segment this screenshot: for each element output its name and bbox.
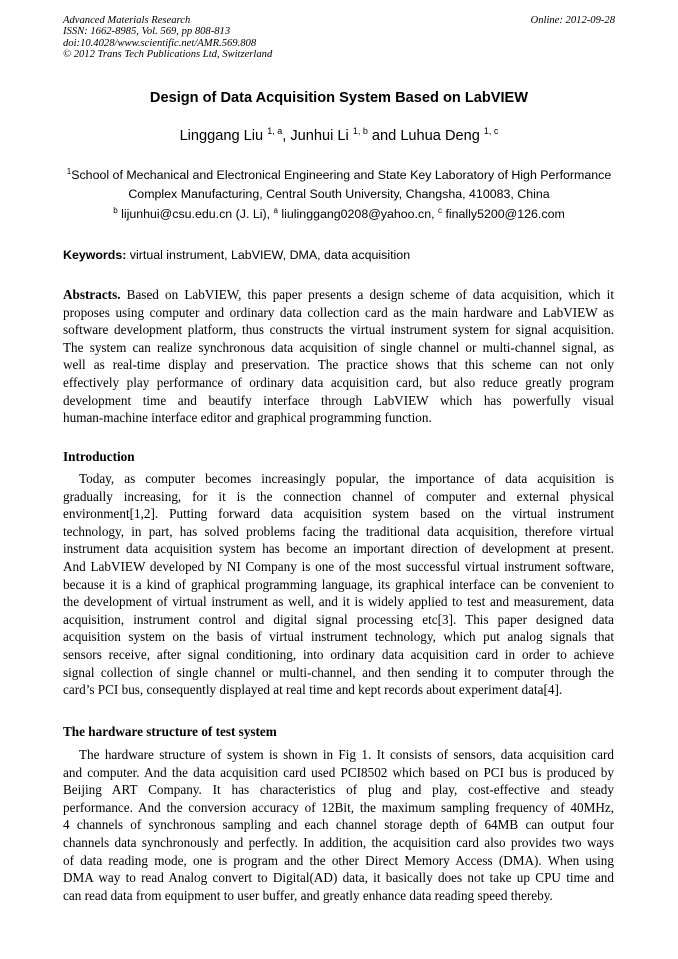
author-affiliation-marker: 1, b: [352, 126, 368, 136]
abstract: [63, 286, 614, 427]
author-name: Luhua Deng: [400, 128, 480, 144]
journal-header: [63, 15, 615, 61]
introduction-body: [63, 470, 614, 699]
affiliation-marker: 1: [66, 167, 72, 176]
author-list: [0, 128, 678, 144]
text-line: gradually increasing, for it is the connection channel of computer and external physical: [63, 488, 614, 504]
abstract-label: Abstracts.: [63, 287, 121, 302]
text-line: Today, as computer becomes increasingly popular, the importance of data acquisition is: [79, 471, 614, 486]
author-name: Linggang Liu: [179, 128, 264, 144]
text-line: The hardware structure of system is shown in Fig 1. It consists of sensors, data acquisition card: [79, 747, 614, 762]
author-name: Junhui Li: [290, 128, 349, 144]
text-line: channels data synchronously and perfectly. In addition, the acquisition card also provides two ways: [63, 834, 614, 850]
affiliation-line: Complex Manufacturing, Central South University, Changsha, 410083, China: [128, 186, 550, 201]
text-line: effectively play performance of ordinary data acquisition card, but also reduce greatly program: [63, 374, 614, 390]
text-line: Abstracts. Based on LabVIEW, this paper presents a design scheme of data acquisition, which it: [63, 287, 614, 302]
email-marker: c: [437, 206, 442, 215]
online-date: Online: 2012-09-28: [530, 15, 615, 26]
affiliation-line: School of Mechanical and Electronical Engineering and State Key Laboratory of High Performance: [71, 168, 612, 182]
text-line: well as real-time display and preservation. The practice shows that this scheme can not only: [63, 357, 614, 373]
email-text: liulinggang0208@yahoo.cn,: [281, 207, 438, 221]
keywords: [63, 248, 410, 262]
email-marker: b: [113, 206, 118, 215]
issn: ISSN: 1662-8985, Vol. 569, pp 808-813: [63, 26, 231, 38]
text-line: acquisition, instrument control and digital signal processing etc[3]. This paper designed data: [63, 611, 614, 627]
text-line: proposes using computer and ordinary data collection card as the main hardware and LabVIEW as: [63, 304, 614, 320]
section-heading-hardware: The hardware structure of test system: [63, 724, 277, 739]
email-marker: a: [273, 206, 278, 215]
text-line: software development platform, thus constructs the virtual instrument system for signal acquisition.: [63, 322, 614, 338]
text-line: signal collection of single channel or multi-channel, and then sending it to computer through the: [63, 664, 614, 680]
text-line: technology, in part, has solved problems facing the traditional data acquisition, therefore virtual: [63, 523, 614, 539]
email-text: finally5200@126.com: [445, 207, 565, 221]
keywords-text: virtual instrument, LabVIEW, DMA, data acquisition: [126, 248, 411, 262]
text-line: Beijing ART Company. It has characteristics of plug and play, cost-effective and steady: [63, 782, 614, 798]
text-line: can read data from equipment to user buffer, and greatly enhance data reading speed thereby.: [63, 887, 553, 903]
affiliation: [58, 166, 620, 203]
journal-name: Advanced Materials Research: [63, 15, 191, 26]
text-line: because it is a kind of graphical programming language, its graphical interface can be convenient to: [63, 576, 614, 592]
text-line: instrument data acquisition system has become an important direction of development at present.: [63, 541, 614, 557]
author-separator: ,: [282, 128, 291, 144]
text-line: acquisition system on the basis of virtual instrument technology, which put analog signals that: [63, 629, 614, 645]
author-affiliation-marker: 1, c: [483, 126, 499, 136]
hardware-body: [63, 746, 614, 904]
text-line: environment[1,2]. Putting forward data acquisition system based on the virtual instrument: [63, 506, 614, 522]
author-affiliation-marker: 1, a: [267, 126, 283, 136]
text-line: card’s PCI bus, consequently displayed at real time and kept records about experiment data[4].: [63, 682, 563, 698]
doi-link[interactable]: doi:10.4028/www.scientific.net/AMR.569.808: [63, 37, 257, 49]
author-separator: and: [367, 128, 401, 144]
text-line: DMA way to read Analog convert to Digital(AD) data, it basically does not take up CPU time and: [63, 870, 614, 886]
paper-title: Design of Data Acquisition System Based on LabVIEW: [149, 90, 529, 106]
text-line: and computer. And the data acquisition card used PCI8502 which based on PCI bus is produced by: [63, 764, 614, 780]
text-line: The system can realize synchronous data acquisition of single channel or multi-channel signal, as: [63, 339, 614, 355]
email-text: lijunhui@csu.edu.cn (J. Li),: [121, 207, 274, 221]
keywords-label: Keywords:: [63, 248, 127, 262]
text-line: And LabVIEW developed by NI Company is one of the most successful virtual instrument software,: [63, 558, 614, 574]
text-line: human-machine interface editor and graphical programming function.: [63, 410, 432, 426]
text-line: performance. And the conversion accuracy of 12Bit, the maximum sampling frequency of 40MHz,: [63, 799, 614, 815]
section-heading-introduction: Introduction: [63, 449, 135, 464]
text-line: the development of virtual instrument as well, and it is widely applied to test and measurement, data: [63, 594, 614, 610]
text-line: development time and beautify interface through LabVIEW which has powerfully visual: [63, 392, 614, 408]
text-line: sensors receive, after signal conditioning, into ordinary data acquisition card in order to achieve: [63, 646, 614, 662]
text-line: of data reading mode, one is program and the other Direct Memory Access (DMA). When using: [63, 852, 614, 868]
author-emails: [0, 207, 678, 221]
copyright: © 2012 Trans Tech Publications Ltd, Switzerland: [63, 49, 273, 61]
text-line: 4 channels of synchronous sampling and each channel storage depth of 64MB can output four: [63, 817, 614, 833]
